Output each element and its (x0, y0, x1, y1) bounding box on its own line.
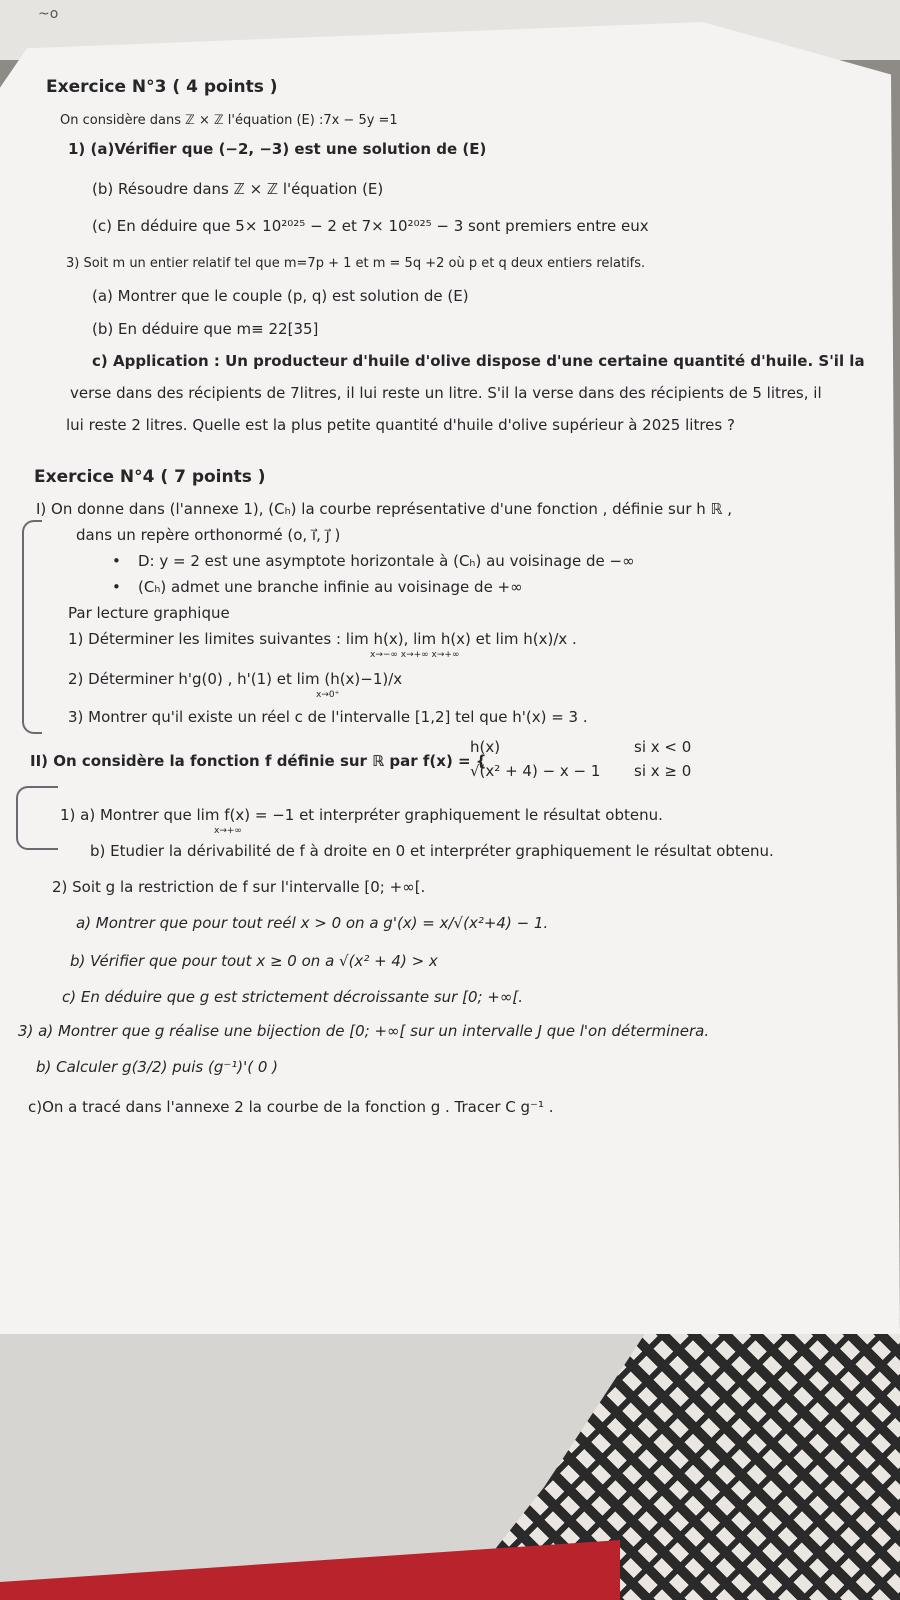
ex4-f-case2: √(x² + 4) − x − 1 (470, 762, 601, 780)
ex4-i1-subscripts: x→−∞ x→+∞ x→+∞ (370, 650, 460, 660)
ex3-q1b: (b) Résoudre dans ℤ × ℤ l'équation (E) (92, 180, 384, 198)
ex4-i2: 2) Déterminer h'g(0) , h'(1) et lim (h(x)−1)/x (68, 670, 403, 688)
handwritten-scribble: ~o (38, 6, 59, 22)
ex4-ii1b: b) Etudier la dérivabilité de f à droite en 0 et interpréter graphiquement le résultat obtenu. (90, 842, 774, 860)
ex3-q3b: (b) En déduire que m≡ 22[35] (92, 320, 319, 338)
ex4-bullet-asymptote: • D: y = 2 est une asymptote horizontale à (Cₕ) au voisinage de −∞ (138, 552, 635, 571)
ex3-q3a: (a) Montrer que le couple (p, q) est solution de (E) (92, 287, 469, 305)
ex4-lecture: Par lecture graphique (68, 604, 230, 622)
ex4-ii3a: 3) a) Montrer que g réalise une bijection de [0; +∞[ sur un intervalle J que l'on déterminera. (18, 1022, 710, 1040)
ex4-ii2: 2) Soit g la restriction de f sur l'intervalle [0; +∞[. (52, 878, 426, 896)
ex3-q3: 3) Soit m un entier relatif tel que m=7p + 1 et m = 5q +2 où p et q deux entiers relatifs. (66, 256, 646, 271)
handwritten-bracket (16, 786, 58, 850)
ex4-part1: I) On donne dans (l'annexe 1), (Cₕ) la courbe représentative d'une fonction , définie sur h ℝ , (36, 500, 732, 518)
handwritten-bracket (22, 520, 42, 734)
ex3-q3c-line2: verse dans des récipients de 7litres, il lui reste un litre. S'il la verse dans des récipients de 5 litres, il (70, 384, 822, 402)
ex4-i3: 3) Montrer qu'il existe un réel c de l'intervalle [1,2] tel que h'(x) = 3 . (68, 708, 588, 726)
ex3-q1a: 1) (a)Vérifier que (−2, −3) est une solution de (E) (68, 140, 487, 158)
ex3-title: Exercice N°3 ( 4 points ) (46, 77, 278, 97)
ex4-part2: II) On considère la fonction f définie sur ℝ par f(x) = { (30, 752, 487, 770)
ex4-ii3c: c)On a tracé dans l'annexe 2 la courbe de la fonction g . Tracer C g⁻¹ . (28, 1098, 554, 1116)
ex4-bullet-branche: • (Cₕ) admet une branche infinie au voisinage de +∞ (138, 578, 523, 597)
ex4-f-cond2: si x ≥ 0 (634, 762, 692, 780)
ex4-i1: 1) Déterminer les limites suivantes : lim h(x), lim h(x) et lim h(x)/x . (68, 630, 577, 648)
ex3-q1c: (c) En déduire que 5× 10²⁰²⁵ − 2 et 7× 10²⁰²⁵ − 3 sont premiers entre eux (92, 217, 649, 235)
ex3-q3c: c) Application : Un producteur d'huile d'olive dispose d'une certaine quantité d'huile. S'il la (92, 352, 865, 370)
ex4-ii2a: a) Montrer que pour tout reél x > 0 on a g'(x) = x/√(x²+4) − 1. (76, 914, 549, 932)
ex4-f-cond1: si x < 0 (634, 738, 692, 756)
ex3-q3c-line3: lui reste 2 litres. Quelle est la plus petite quantité d'huile d'olive supérieur à 2025 litres ? (66, 416, 735, 434)
ex4-title: Exercice N°4 ( 7 points ) (34, 467, 266, 487)
ex4-ii1a-subscript: x→+∞ (214, 826, 242, 836)
ex4-f-case1: h(x) (470, 738, 501, 756)
ex4-ii1a: 1) a) Montrer que lim f(x) = −1 et interpréter graphiquement le résultat obtenu. (60, 806, 663, 824)
ex4-ii2c: c) En déduire que g est strictement décroissante sur [0; +∞[. (62, 988, 523, 1006)
ex4-ii2b: b) Vérifier que pour tout x ≥ 0 on a √(x² + 4) > x (70, 952, 438, 970)
ex4-i2-subscript: x→0⁺ (316, 690, 340, 700)
ex4-part1-repere: dans un repère orthonormé (o, i⃗, j⃗ ) (76, 526, 341, 544)
ex4-ii3b: b) Calculer g(3/2) puis (g⁻¹)'( 0 ) (36, 1058, 279, 1076)
ex3-intro: On considère dans ℤ × ℤ l'équation (E) :7x − 5y =1 (60, 113, 398, 128)
